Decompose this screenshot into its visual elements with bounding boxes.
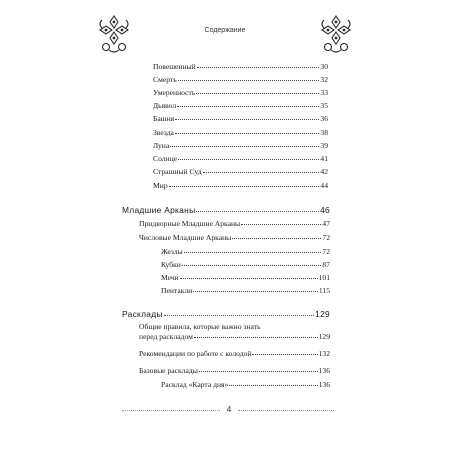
footer-divider-right	[238, 410, 334, 411]
toc-entry-devil[interactable]: Дьявол 35	[153, 101, 328, 110]
toc-entry-court-cards[interactable]: Придворные Младшие Арканы 47	[139, 219, 330, 228]
toc-entry-judgement[interactable]: Страшный Суд 42	[153, 167, 328, 176]
toc-section-minor-arcana[interactable]: Младшие Арканы 46	[122, 205, 330, 215]
toc-entry-wands[interactable]: Жезлы 72	[161, 247, 330, 256]
footer-divider-left	[122, 410, 220, 411]
toc-entry-sun[interactable]: Солнце 41	[153, 154, 328, 163]
toc-entry-card-of-day[interactable]: Расклад «Карта дня» 136	[161, 380, 330, 389]
toc-entry-cups[interactable]: Кубки 87	[161, 260, 330, 269]
toc-entry-star[interactable]: Звезда 38	[153, 128, 328, 137]
page-number: 4	[226, 405, 232, 414]
toc-entry-general-rules[interactable]: Общие правила, которые важно знать перед раскладом 129	[139, 322, 330, 341]
toc-entry-swords[interactable]: Мечи 101	[161, 273, 330, 282]
toc-entry-death[interactable]: Смерть 32	[153, 75, 328, 84]
toc-entry-recommendations[interactable]: Рекомендации по работе с колодой 132	[139, 349, 330, 358]
toc-entry-hanged-man[interactable]: Повешенный 30	[153, 62, 328, 71]
toc-entry-number-cards[interactable]: Числовые Младшие Арканы 72	[139, 233, 330, 242]
toc-section-spreads[interactable]: Расклады 129	[122, 309, 330, 319]
toc-entry-tower[interactable]: Башня 36	[153, 114, 328, 123]
page-header-title: Содержание	[204, 27, 246, 34]
toc-entry-moon[interactable]: Луна 39	[153, 141, 328, 150]
toc-entry-basic-spreads[interactable]: Базовые расклады 136	[139, 366, 330, 375]
toc-entry-pentacles[interactable]: Пентакли 115	[161, 286, 330, 295]
toc-entry-temperance[interactable]: Умеренность 33	[153, 88, 328, 97]
toc-entry-world[interactable]: Мир 44	[153, 181, 328, 190]
